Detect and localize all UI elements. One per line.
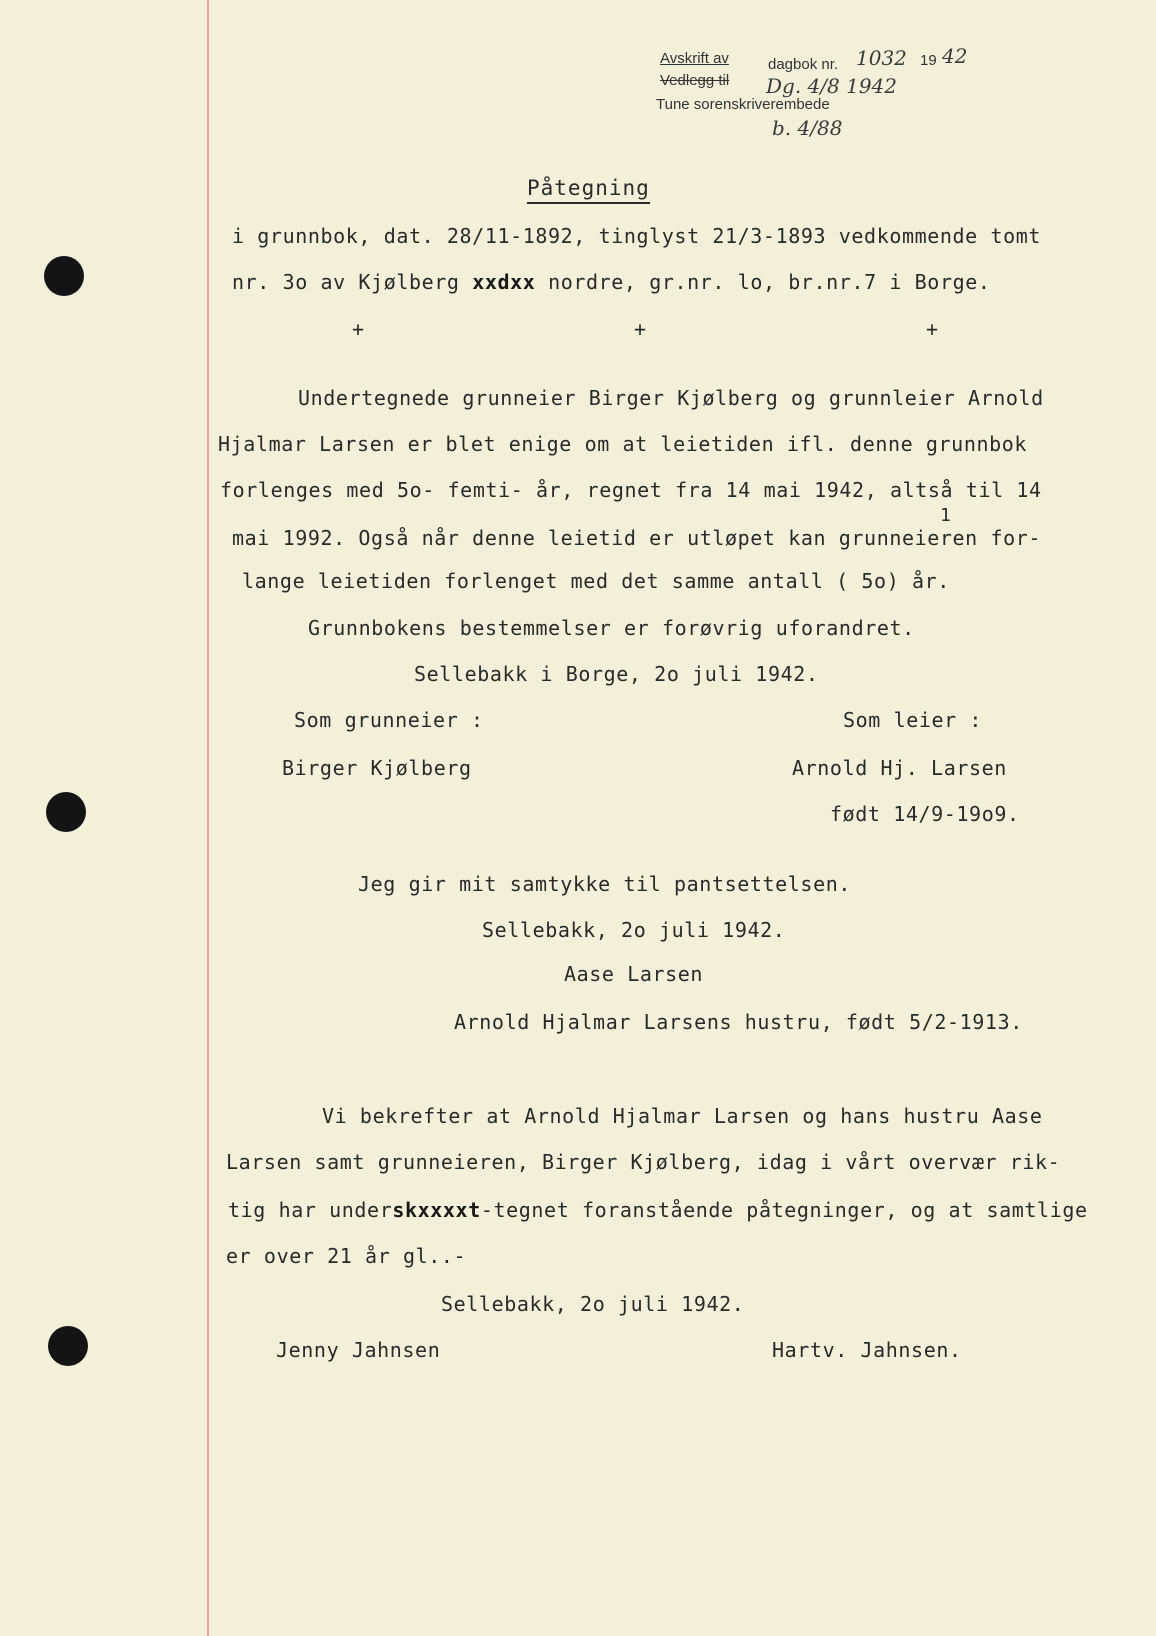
witness-line-3 [228,1198,1088,1222]
stamp-date: Dg. 4/8 1942 [766,74,897,98]
stamp-dagbok: dagbok nr. [768,56,839,73]
witness-line-2: Larsen samt grunneieren, Birger Kjølberg, idag i vårt overvær rik- [226,1150,1061,1174]
body-line-6: Grunnbokens bestemmelser er forøvrig uforandret. [308,616,915,640]
intro-line-2 [232,270,991,294]
witness-signature-left: Jenny Jahnsen [276,1338,441,1362]
intro-line-2-end: nordre, gr.nr. lo, br.nr.7 i Borge. [548,270,991,294]
witness-date: Sellebakk, 2o juli 1942. [441,1292,745,1316]
body-line-1: Undertegnede grunneier Birger Kjølberg og grunnleier Arnold [298,386,1044,410]
intro-line-1: i grunnbok, dat. 28/11-1892, tinglyst 21/3-1893 vedkommende tomt [232,224,1042,248]
body-line-3: forlenges med 5o- femti- år, regnet fra 14 mai 1942, altså til 14 [220,478,1042,502]
margin-line [207,0,209,1636]
consent-line-1: Jeg gir mit samtykke til pantsettelsen. [358,872,851,896]
witness-line-1: Vi bekrefter at Arnold Hjalmar Larsen og hans hustru Aase [322,1104,1043,1128]
witness-line-3-start: tig har under [228,1198,393,1222]
stamp-year-handwritten: 42 [942,44,968,68]
stamp-avskrift: Avskrift av [660,50,729,67]
punch-hole-top [44,256,84,296]
witness-crossed-out: skxxxxt [392,1198,481,1222]
stamp-office: Tune sorenskriverembede [656,96,830,113]
body-line-5: lange leietiden forlenget med det samme antall ( 5o) år. [242,569,950,593]
signature-landowner: Birger Kjølberg [282,756,472,780]
plus-mark-2: + [634,317,647,341]
signature-role-landowner: Som grunneier : [294,708,484,732]
tenant-birthdate: født 14/9-19o9. [830,802,1020,826]
correction-mark: 1 [940,505,952,526]
witness-line-3-end: -tegnet foranstående påtegninger, og at samtlige [480,1198,1088,1222]
punch-hole-middle [46,792,86,832]
stamp-reference: b. 4/88 [772,116,843,140]
witness-signature-right: Hartv. Jahnsen. [772,1338,962,1362]
consent-date: Sellebakk, 2o juli 1942. [482,918,786,942]
document-title: Påtegning [527,176,650,204]
signature-role-tenant: Som leier : [843,708,983,732]
plus-mark-3: + [926,317,939,341]
stamp-vedlegg: Vedlegg til [660,72,730,89]
body-line-2: Hjalmar Larsen er blet enige om at leietiden ifl. denne grunnbok [218,432,1028,456]
plus-mark-1: + [352,317,365,341]
intro-line-2-start: nr. 3o av Kjølberg [232,270,460,294]
body-line-4: mai 1992. Også når denne leietid er utløpet kan grunneieren for- [232,526,1042,550]
consent-identification: Arnold Hjalmar Larsens hustru, født 5/2-1913. [454,1010,1023,1034]
stamp-number: 1032 [856,46,907,70]
signature-tenant: Arnold Hj. Larsen [792,756,1007,780]
punch-hole-bottom [48,1326,88,1366]
consent-signature: Aase Larsen [564,962,704,986]
body-line-7: Sellebakk i Borge, 2o juli 1942. [414,662,819,686]
witness-line-4: er over 21 år gl..- [226,1244,467,1268]
intro-crossed-out: xxdxx [472,270,536,294]
stamp-year: 19 [920,52,937,69]
